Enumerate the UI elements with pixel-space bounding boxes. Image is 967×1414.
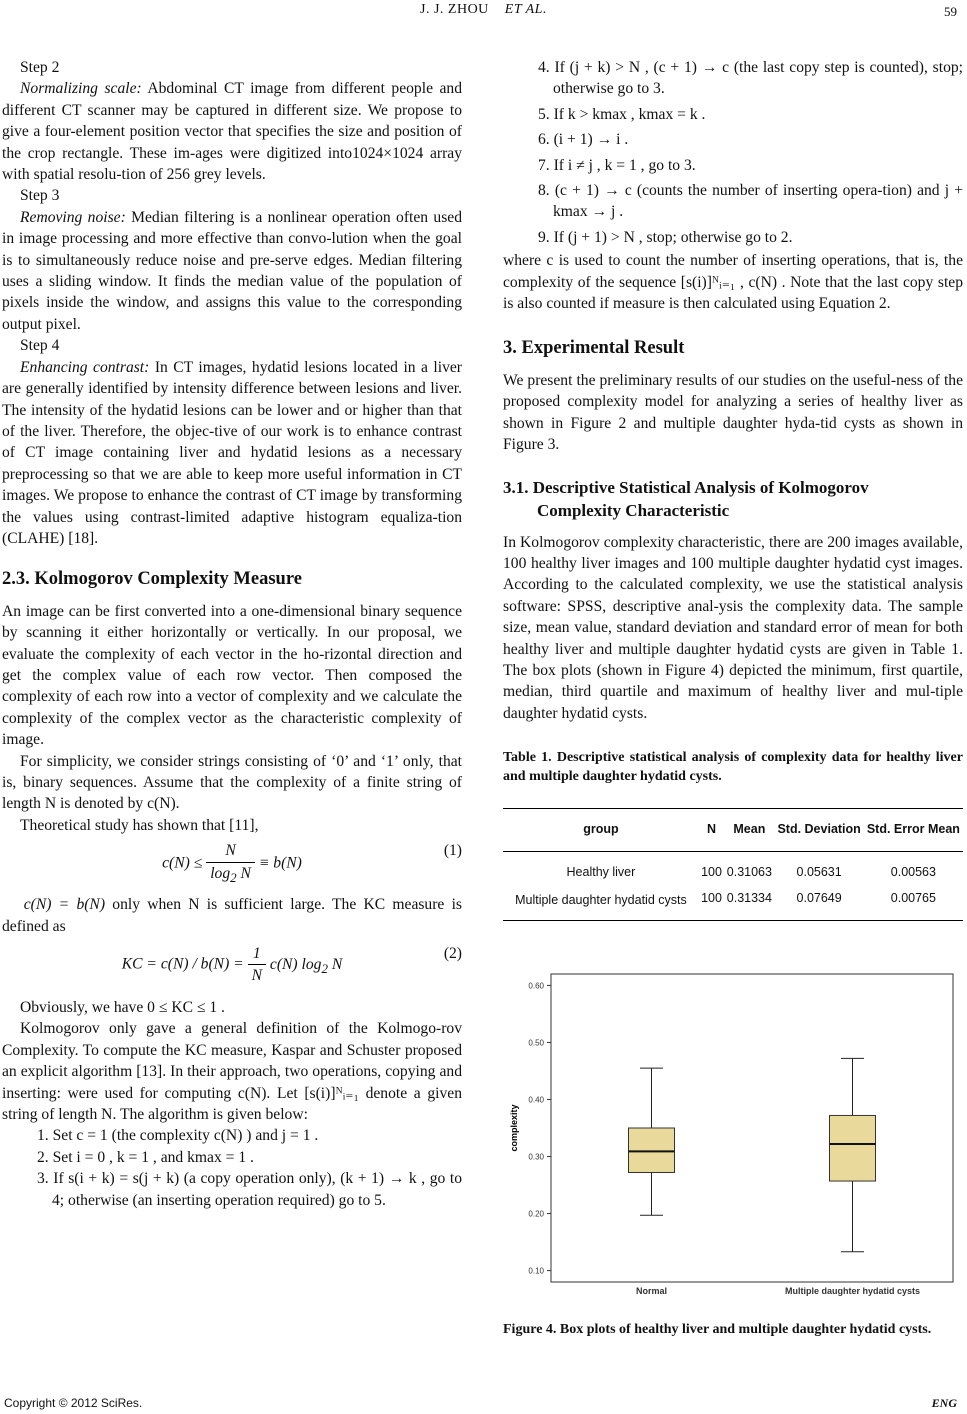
contrast-paragraph (2, 357, 462, 550)
experimental-paragraph: We present the preliminary results of our studies on the useful-ness of the proposed complexity model for analyzing a series of healthy liver as shown in Figure 2 and multiple daughter hyda-tid cysts as shown in Figure 3. (503, 371, 963, 454)
table-cell: 100 (699, 884, 724, 921)
kc-paragraph-5: Obviously, we have 0 ≤ KC ≤ 1 . (20, 999, 225, 1017)
section-3-heading: 3. Experimental Result (503, 338, 685, 359)
y-axis-label: complexity (509, 1104, 519, 1152)
normalizing-term: Normalizing scale: (20, 80, 142, 98)
step4-label: Step 4 (20, 337, 60, 355)
algorithm-step-7: 7. If i ≠ j , k = 1 , go to 3. (538, 156, 696, 174)
footer-copyright: Copyright © 2012 SciRes. (4, 1396, 143, 1410)
kc-paragraph-3: Theoretical study has shown that [11], (20, 816, 259, 834)
table-row (503, 884, 963, 921)
running-header (0, 2, 967, 18)
table-header-n: N (699, 809, 724, 851)
section-3-1-heading (503, 476, 963, 522)
plot-frame (551, 974, 953, 1282)
kc-paragraph-4-text: only when N is sufficient large. The KC measure is defined as (2, 896, 462, 935)
noise-text: Median filtering is a nonlinear operation often used in image processing and more effective than convo-lution when the goal is to simultaneously reduce noise and pre-serve edges. Median filtering uses a sliding window. It finds the median value of the population of pixels inside the window, and assigns this value to the corresponding output pixel. (2, 208, 463, 333)
table-row (503, 851, 963, 884)
table-cell: 0.07649 (775, 884, 864, 921)
noise-paragraph (2, 207, 462, 335)
algorithm-step-2: 2. Set i = 0 , k = 1 , and kmax = 1 . (37, 1148, 254, 1166)
right-column (503, 57, 963, 921)
step2-label: Step 2 (20, 59, 60, 76)
page-number: 59 (944, 4, 957, 19)
x-category-label: Normal (635, 1286, 668, 1296)
y-tick-label: 0.40 (528, 1095, 544, 1105)
normalizing-paragraph (2, 78, 462, 185)
figure-4-boxplot (503, 962, 963, 1312)
contrast-text: In CT images, hydatid lesions located in a liver are generally identified by intensity difference between lesions and liver. The intensity of the hydatid lesions can be lower and or higher than that of the liver. Therefore, the objec-tive of our work is to enhance contrast of CT image containing liver and hydatid lesions as a necessary preprocessing so that we are able to keep more useful information in CT images. We propose to enhance the contrast of CT image by transforming the values using contrast-limited adaptive histogram equaliza-tion (CLAHE) [18]. (2, 358, 463, 547)
table-1 (503, 808, 963, 920)
table-1-caption: Table 1. Descriptive statistical analysis of complexity data for healthy liver and multiple daughter hydatid cysts. (503, 750, 963, 785)
y-tick-label: 0.10 (528, 1266, 544, 1276)
algorithm-step-1: 1. Set c = 1 (the complexity c(N) ) and j = 1 . (37, 1127, 319, 1145)
table-cell: 0.31334 (724, 884, 774, 921)
table-cell: 100 (701, 864, 722, 879)
section-3-1-heading-line2: Complexity Characteristic (537, 500, 730, 520)
table-cell: 0.00765 (864, 884, 963, 921)
y-tick-label: 0.30 (528, 1152, 544, 1162)
section-3-1-heading-line1: 3.1. Descriptive Statistical Analysis of Kolmogorov (503, 477, 869, 497)
algorithm-step-3: 3. If s(i + k) = s(j + k) (a copy operation only), (k + 1) → k , go to 4; otherwise (an inserting operation required) go to 5. (37, 1170, 462, 1209)
table-header-std-error-mean: Std. Error Mean (864, 809, 963, 851)
section-2-3-heading: 2.3. Kolmogorov Complexity Measure (2, 569, 302, 590)
table-cell: 0.00563 (890, 864, 936, 879)
kc-paragraph-4: c(N) = b(N) only when N is sufficient large. The KC measure is defined as (2, 896, 462, 935)
table-cell: Healthy liver (566, 864, 636, 879)
box (830, 1115, 876, 1181)
y-tick-label: 0.60 (528, 981, 544, 991)
kc-paragraph-6: Kolmogorov only gave a general definition of the Kolmogo-rov Complexity. To compute the KC measure, Kaspar and Schuster proposed an explicit algorithm [13]. In their approach, two operations, copying and inserting: were used for computing c(N). Let [s(i)]ᴺᵢ₌₁ denote a given string of length N. The algorithm is given below: (2, 1020, 462, 1124)
algorithm-step-6: 6. (i + 1) → i . (538, 131, 629, 149)
left-column (2, 57, 462, 1211)
equation-2-number: (2) (443, 945, 462, 963)
equation-2: KC = c(N) / b(N) = $\frac{1}{N}$ c(N) $\log_2 N$ (2) (121, 945, 462, 985)
table-cell: 0.05631 (796, 864, 842, 879)
header-etal: ET AL. (504, 2, 547, 17)
boxplot-svg (503, 962, 963, 1312)
contrast-term: Enhancing contrast: (20, 358, 150, 376)
table-header-std-deviation: Std. Deviation (775, 809, 864, 851)
equation-1-number: (1) (443, 842, 462, 860)
noise-term: Removing noise: (20, 208, 126, 226)
algorithm-step-5: 5. If k > kmax , kmax = k . (538, 105, 706, 123)
y-tick-label: 0.50 (528, 1038, 544, 1048)
header-authors: J. J. ZHOU (420, 2, 489, 17)
where-paragraph: where c is used to count the number of inserting operations, that is, the complexity of the sequence [s(i)]ᴺᵢ₌₁ , c(N) . Note that the last copy step is also counted if measure is then calculated using Equation 2. (503, 252, 963, 313)
kc-paragraph-2: For simplicity, we consider strings consisting of ‘0’ and ‘1’ only, that is, binary sequences. Assume that the complexity of a finite string of length N is denoted by c(N). (2, 752, 462, 813)
x-category-label: Multiple daughter hydatid cysts (784, 1286, 921, 1296)
table-header-row (503, 809, 963, 851)
descriptive-paragraph: In Kolmogorov complexity characteristic, there are 200 images available, 100 healthy liver images and 100 multiple daughter hydatid cyst images. According to the calculated complexity, we use the statistical analysis software: SPSS, descriptive anal-ysis the complexity data. The sample size, mean value, standard deviation and standard error of mean for both healthy liver and multiple daughter hydatid cysts are given in Table 1. The box plots (shown in Figure 4) depicted the minimum, first quartile, median, third quartile and maximum of healthy liver and mul-tiple daughter hydatid cysts. (503, 533, 963, 722)
step3-label: Step 3 (20, 187, 60, 205)
algorithm-step-9: 9. If (j + 1) > N , stop; otherwise go to 2. (538, 228, 793, 246)
equation-1: c(N) ≤ $\frac{N}{\log_2 N}$ ≡ b(N) (1) (162, 842, 462, 885)
normalizing-text: Abdominal CT image from different people and different CT scanner may be captured in different size. We propose to give a four-element position vector that specifies the size and position of the crop rectangle. These im-ages were digitized into1024×1024 array with spatial resolu-tion of 256 grey levels. (2, 80, 462, 184)
table-cell: 0.31063 (726, 864, 772, 879)
algorithm-step-8: 8. (c + 1) → c (counts the number of inserting opera-tion) and j + kmax → j . (538, 182, 963, 221)
stat-table (503, 808, 963, 920)
table-cell: Multiple daughter hydatid cysts (503, 884, 699, 921)
kc-paragraph-1: An image can be first converted into a one-dimensional binary sequence by scanning it either horizontally or vertically. In our proposal, we evaluate the complexity of each vector in the ho-rizontal direction and get the complex value of each row vector. Then composed the complexity of each row into a vector of complexity and we calculate the complexity of the complex vector as the characteristic complexity of image. (2, 602, 462, 749)
algorithm-step-4: 4. If (j + k) > N , (c + 1) → c (the last copy step is counted), stop; otherwise go to 3. (538, 59, 963, 98)
figure-4-caption: Figure 4. Box plots of healthy liver and multiple daughter hydatid cysts. (503, 1322, 932, 1337)
table-header-mean: Mean (724, 809, 774, 851)
footer-journal: ENG (931, 1396, 957, 1410)
box (629, 1128, 675, 1172)
table-header-group: group (503, 809, 699, 851)
y-tick-label: 0.20 (528, 1209, 544, 1219)
